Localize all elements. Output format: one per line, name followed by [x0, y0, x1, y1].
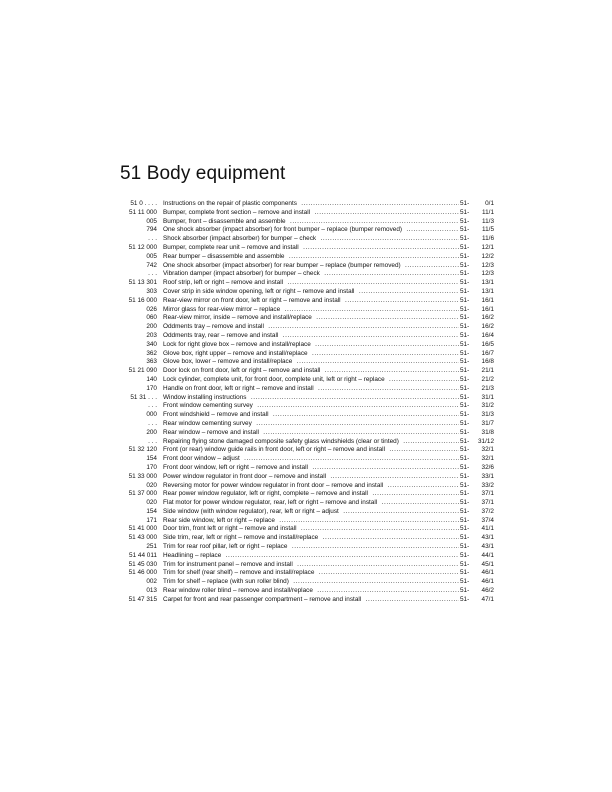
entry-page: 44/1 — [481, 551, 494, 559]
entry-page: 16/5 — [481, 340, 494, 348]
toc-entry — [114, 314, 494, 323]
entry-description-text: Lock for right glove box – remove and install/replace — [163, 340, 311, 348]
toc-entry — [114, 332, 494, 341]
toc-entry — [114, 446, 494, 455]
entry-group: 51- — [460, 402, 470, 410]
entry-page: 31/8 — [481, 428, 494, 436]
entry-group: 51- — [460, 296, 470, 304]
entry-page: 37/1 — [481, 490, 494, 498]
entry-description-text: Window installing instructions — [163, 393, 247, 401]
entry-group: 51- — [460, 481, 470, 489]
toc-entry — [114, 596, 494, 605]
entry-group: 51- — [460, 516, 470, 524]
toc-entry — [114, 350, 494, 359]
entry-description — [163, 218, 459, 227]
toc-entry — [114, 482, 494, 491]
entry-page: 32/1 — [481, 446, 494, 454]
toc-entry — [114, 341, 494, 350]
entry-description-text: Headlining – replace — [163, 551, 222, 559]
entry-description-text: Oddments tray, rear – remove and install — [163, 331, 279, 339]
toc-entry — [114, 306, 494, 315]
entry-code: 303 — [146, 287, 157, 295]
entry-code: 251 — [146, 543, 157, 551]
entry-group: 51- — [460, 314, 470, 322]
entry-description — [163, 561, 459, 570]
entry-description — [163, 200, 459, 209]
toc-entry — [114, 402, 494, 411]
entry-description — [163, 438, 459, 447]
entry-page: 16/1 — [481, 305, 494, 313]
entry-description — [163, 394, 459, 403]
entry-description — [163, 262, 459, 271]
toc-entry — [114, 323, 494, 332]
toc-entry — [114, 561, 494, 570]
entry-description-text: Rear-view mirror on front door, left or right – remove and install — [163, 296, 341, 304]
entry-description-text: Bumper, complete rear unit – remove and install — [163, 243, 299, 251]
entry-description — [163, 569, 459, 578]
entry-page: 12/3 — [481, 270, 494, 278]
toc-entry — [114, 200, 494, 209]
toc-entry — [114, 288, 494, 297]
entry-description-text: Repairing flying stone damaged composite safety glass windshields (clear or tinted) — [163, 437, 399, 445]
entry-group: 51- — [460, 375, 470, 383]
toc-entry — [114, 534, 494, 543]
toc-entry — [114, 226, 494, 235]
entry-page: 0/1 — [485, 200, 494, 207]
entry-description — [163, 482, 459, 491]
entry-group: 51- — [460, 340, 470, 348]
entry-group: 51- — [460, 551, 470, 559]
entry-description — [163, 490, 459, 499]
toc-entry — [114, 376, 494, 385]
entry-group: 51- — [460, 595, 470, 603]
toc-entry — [114, 235, 494, 244]
entry-code: 005 — [146, 252, 157, 260]
entry-code: 060 — [146, 314, 157, 322]
entry-group: 51- — [460, 367, 470, 375]
entry-code: 51 47 315 — [128, 595, 157, 603]
entry-group: 51- — [460, 323, 470, 331]
entry-code: 362 — [146, 349, 157, 357]
entry-description-text: Side window (with window regulator), rear, left or right – adjust — [163, 507, 339, 515]
toc-entry — [114, 253, 494, 262]
entry-description-text: Shock absorber (impact absorber) for bumper – check — [163, 235, 317, 243]
toc-entry — [114, 411, 494, 420]
toc-entry — [114, 525, 494, 534]
entry-description-text: Rear window roller blind – remove and install/replace — [163, 587, 313, 595]
entry-description-text: Oddments tray – remove and install — [163, 323, 264, 331]
entry-group: 51- — [460, 305, 470, 313]
entry-description-text: Rear power window regulator, left or right, complete – remove and install — [163, 490, 368, 498]
entry-description — [163, 226, 459, 235]
entry-page: 43/1 — [481, 543, 494, 551]
entry-group: 51- — [460, 358, 470, 366]
entry-description-text: Trim for instrument panel – remove and install — [163, 560, 293, 568]
entry-description — [163, 209, 459, 218]
entry-description-text: Front door window – adjust — [163, 455, 240, 463]
toc-entry — [114, 297, 494, 306]
entry-page: 31/3 — [481, 411, 494, 419]
entry-description — [163, 455, 459, 464]
entry-page: 16/2 — [481, 323, 494, 331]
entry-code: 002 — [146, 578, 157, 586]
entry-group: 51- — [460, 200, 470, 207]
entry-group: 51- — [460, 437, 470, 445]
entry-description-text: Mirror glass for rear-view mirror – replace — [163, 305, 281, 313]
entry-page: 31/2 — [481, 402, 494, 410]
entry-description-text: Flat motor for power window regulator, rear, left or right – remove and install — [163, 499, 378, 507]
entry-description — [163, 552, 459, 561]
entry-code: . . . — [148, 419, 157, 427]
entry-code: 013 — [146, 587, 157, 595]
toc-entry — [114, 508, 494, 517]
entry-code: 51 21 090 — [128, 367, 157, 375]
entry-page: 13/1 — [481, 279, 494, 287]
entry-group: 51- — [460, 525, 470, 533]
entry-code: . . . — [148, 270, 157, 278]
entry-description — [163, 288, 459, 297]
entry-code: 140 — [146, 375, 157, 383]
entry-group: 51- — [460, 560, 470, 568]
entry-code: 154 — [146, 455, 157, 463]
entry-description — [163, 464, 459, 473]
entry-description — [163, 543, 459, 552]
entry-page: 47/1 — [481, 595, 494, 603]
entry-group: 51- — [460, 569, 470, 577]
entry-code: 170 — [146, 463, 157, 471]
entry-group: 51- — [460, 428, 470, 436]
entry-group: 51- — [460, 472, 470, 480]
entry-page: 46/1 — [481, 578, 494, 586]
entry-description-text: Lock cylinder, complete unit, for front door, complete unit, left or right – replace — [163, 375, 385, 383]
entry-code: 020 — [146, 499, 157, 507]
entry-description — [163, 314, 459, 323]
entry-description — [163, 376, 459, 385]
entry-description — [163, 429, 459, 438]
toc-entry — [114, 420, 494, 429]
entry-description-text: Power window regulator in front door – remove and install — [163, 472, 327, 480]
entry-description-text: Handle on front door, left or right – remove and install — [163, 384, 314, 392]
entry-code: 742 — [146, 261, 157, 269]
entry-description-text: Instructions on the repair of plastic components — [163, 200, 297, 207]
entry-group: 51- — [460, 578, 470, 586]
entry-page: 31/12 — [478, 437, 494, 445]
entry-description — [163, 525, 459, 534]
entry-code: 51 12 000 — [128, 243, 157, 251]
toc-entry — [114, 209, 494, 218]
entry-description-text: Front (or rear) window guide rails in front door, left or right – remove and install — [163, 446, 385, 454]
toc-entry — [114, 552, 494, 561]
entry-description-text: Reversing motor for power window regulator in front door – remove and install — [163, 481, 384, 489]
entry-description — [163, 385, 459, 394]
toc-entry — [114, 279, 494, 288]
entry-description — [163, 367, 459, 376]
entry-group: 51- — [460, 226, 470, 234]
entry-description — [163, 508, 459, 517]
entry-description-text: Bumper, complete front section – remove and install — [163, 208, 311, 216]
page-title: 51 Body equipment — [120, 163, 286, 184]
entry-description-text: Front door window, left or right – remove and install — [163, 463, 308, 471]
entry-description-text: One shock absorber (impact absorber) for rear bumper – replace (bumper removed) — [163, 261, 401, 269]
entry-description-text: Glove box, right upper – remove and install/replace — [163, 349, 308, 357]
entry-description — [163, 402, 459, 411]
entry-page: 12/2 — [481, 252, 494, 260]
entry-code: 51 44 011 — [129, 551, 157, 559]
entry-page: 16/1 — [481, 296, 494, 304]
entry-group: 51- — [460, 287, 470, 295]
entry-description-text: Door trim, front left or right – remove and install — [163, 525, 297, 533]
entry-page: 31/7 — [481, 419, 494, 427]
entry-description — [163, 253, 459, 262]
entry-description-text: Front window cementing survey — [163, 402, 253, 410]
entry-group: 51- — [460, 446, 470, 454]
entry-group: 51- — [460, 587, 470, 595]
entry-code: 51 33 000 — [128, 472, 157, 480]
entry-description-text: Rear window cementing survey — [163, 419, 252, 427]
entry-description-text: Rear side window, left or right – replace — [163, 516, 275, 524]
entry-description — [163, 341, 459, 350]
entry-code: 203 — [146, 331, 157, 339]
toc-entry — [114, 517, 494, 526]
entry-description — [163, 473, 459, 482]
entry-description-text: Trim for shelf – replace (with sun roller blind) — [163, 578, 289, 586]
entry-page: 32/1 — [481, 455, 494, 463]
entry-description — [163, 244, 459, 253]
entry-code: . . . — [148, 402, 157, 410]
entry-group: 51- — [460, 261, 470, 269]
toc-entry — [114, 367, 494, 376]
entry-group: 51- — [460, 217, 470, 225]
entry-code: 000 — [146, 411, 157, 419]
entry-page: 12/3 — [481, 261, 494, 269]
entry-group: 51- — [460, 393, 470, 401]
entry-description — [163, 358, 459, 367]
table-of-contents — [114, 200, 494, 605]
entry-page: 11/3 — [482, 217, 494, 225]
entry-description-text: Rear window – remove and install — [163, 428, 259, 436]
entry-code: 020 — [146, 481, 157, 489]
toc-entry — [114, 464, 494, 473]
entry-page: 41/1 — [481, 525, 494, 533]
toc-entry — [114, 358, 494, 367]
entry-description-text: Door lock on front door, left or right – remove and install — [163, 367, 321, 375]
entry-page: 46/1 — [481, 569, 494, 577]
entry-page: 32/6 — [481, 463, 494, 471]
entry-description-text: Side trim, rear, left or right – remove and install/replace — [163, 534, 319, 542]
entry-page: 37/2 — [481, 507, 494, 515]
entry-code: 51 46 000 — [128, 569, 157, 577]
toc-entry — [114, 543, 494, 552]
entry-description-text: Trim for shelf (rear shelf) – remove and install/replace — [163, 569, 315, 577]
entry-page: 16/4 — [481, 331, 494, 339]
entry-description — [163, 517, 459, 526]
entry-code: 51 41 000 — [128, 525, 157, 533]
entry-page: 11/5 — [482, 226, 494, 234]
entry-group: 51- — [460, 235, 470, 243]
entry-description-text: Bumper, front – disassemble and assemble — [163, 217, 286, 225]
toc-entry — [114, 473, 494, 482]
entry-description-text: Roof strip, left or right – remove and install — [163, 279, 284, 287]
entry-group: 51- — [460, 455, 470, 463]
entry-code: 51 13 301 — [128, 279, 157, 287]
toc-entry — [114, 385, 494, 394]
entry-description-text: Vibration damper (impact absorber) for bumper – check — [163, 270, 320, 278]
entry-page: 11/6 — [482, 235, 494, 243]
entry-page: 33/2 — [481, 481, 494, 489]
entry-code: 200 — [146, 428, 157, 436]
entry-code: 51 45 030 — [128, 560, 157, 568]
entry-page: 13/1 — [481, 287, 494, 295]
entry-description — [163, 587, 459, 596]
entry-page: 31/1 — [481, 393, 494, 401]
entry-code: . . . — [148, 437, 157, 445]
toc-entry — [114, 438, 494, 447]
entry-description — [163, 235, 459, 244]
entry-code: 51 31 . . . — [130, 393, 157, 401]
entry-group: 51- — [460, 411, 470, 419]
entry-code: 154 — [146, 507, 157, 515]
entry-group: 51- — [460, 384, 470, 392]
toc-entry — [114, 218, 494, 227]
entry-description — [163, 350, 459, 359]
entry-description — [163, 270, 459, 279]
entry-group: 51- — [460, 270, 470, 278]
entry-group: 51- — [460, 349, 470, 357]
entry-code: 51 16 000 — [128, 296, 157, 304]
toc-entry — [114, 262, 494, 271]
entry-page: 16/2 — [481, 314, 494, 322]
entry-page: 46/2 — [481, 587, 494, 595]
entry-group: 51- — [460, 243, 470, 251]
entry-description-text: Rear bumper – disassemble and assemble — [163, 252, 285, 260]
entry-group: 51- — [460, 208, 470, 216]
entry-code: 171 — [146, 516, 157, 524]
entry-code: 026 — [146, 305, 157, 313]
entry-description — [163, 297, 459, 306]
entry-description-text: Front windshield – remove and install — [163, 411, 269, 419]
toc-entry — [114, 499, 494, 508]
entry-page: 43/1 — [481, 534, 494, 542]
entry-code: 51 11 000 — [129, 208, 157, 216]
entry-page: 12/1 — [481, 243, 494, 251]
entry-code: 51 32 120 — [128, 446, 157, 454]
toc-entry — [114, 569, 494, 578]
entry-group: 51- — [460, 543, 470, 551]
entry-description — [163, 323, 459, 332]
entry-description — [163, 411, 459, 420]
entry-page: 45/1 — [481, 560, 494, 568]
entry-page: 11/1 — [482, 208, 494, 216]
entry-group: 51- — [460, 463, 470, 471]
entry-description-text: Cover strip in side window opening, left or right – remove and install — [163, 287, 355, 295]
entry-description — [163, 596, 459, 605]
entry-page: 21/1 — [481, 367, 494, 375]
entry-group: 51- — [460, 331, 470, 339]
entry-group: 51- — [460, 499, 470, 507]
entry-page: 37/1 — [481, 499, 494, 507]
entry-description-text: Trim for rear roof pillar, left or right – replace — [163, 543, 288, 551]
entry-description — [163, 306, 459, 315]
toc-entry — [114, 394, 494, 403]
entry-page: 33/1 — [481, 472, 494, 480]
entry-page: 21/3 — [481, 384, 494, 392]
entry-code: 200 — [146, 323, 157, 331]
toc-entry — [114, 578, 494, 587]
entry-description — [163, 499, 459, 508]
entry-description — [163, 446, 459, 455]
entry-description-text: One shock absorber (impact absorber) for front bumper – replace (bumper removed) — [163, 226, 403, 234]
entry-description-text: Carpet for front and rear passenger compartment – remove and install — [163, 595, 362, 603]
entry-description — [163, 578, 459, 587]
entry-group: 51- — [460, 419, 470, 427]
toc-entry — [114, 270, 494, 279]
toc-entry — [114, 455, 494, 464]
entry-group: 51- — [460, 252, 470, 260]
entry-code: 340 — [146, 340, 157, 348]
entry-code: 794 — [146, 226, 157, 234]
entry-description-text: Rear-view mirror, inside – remove and install/replace — [163, 314, 312, 322]
entry-description — [163, 534, 459, 543]
entry-code: . . . — [148, 235, 157, 243]
entry-group: 51- — [460, 507, 470, 515]
entry-group: 51- — [460, 490, 470, 498]
entry-description-text: Glove box, lower – remove and install/replace — [163, 358, 293, 366]
entry-code: 51 0 . . . . — [130, 200, 157, 207]
toc-entry — [114, 244, 494, 253]
toc-entry — [114, 490, 494, 499]
entry-group: 51- — [460, 279, 470, 287]
entry-group: 51- — [460, 534, 470, 542]
entry-page: 16/8 — [481, 358, 494, 366]
entry-code: 005 — [146, 217, 157, 225]
entry-page: 37/4 — [481, 516, 494, 524]
entry-code: 363 — [146, 358, 157, 366]
toc-entry — [114, 429, 494, 438]
entry-code: 51 43 000 — [128, 534, 157, 542]
toc-entry — [114, 587, 494, 596]
entry-description — [163, 332, 459, 341]
entry-page: 21/2 — [481, 375, 494, 383]
entry-page: 16/7 — [481, 349, 494, 357]
entry-code: 51 37 000 — [128, 490, 157, 498]
entry-description — [163, 420, 459, 429]
entry-description — [163, 279, 459, 288]
entry-code: 170 — [146, 384, 157, 392]
